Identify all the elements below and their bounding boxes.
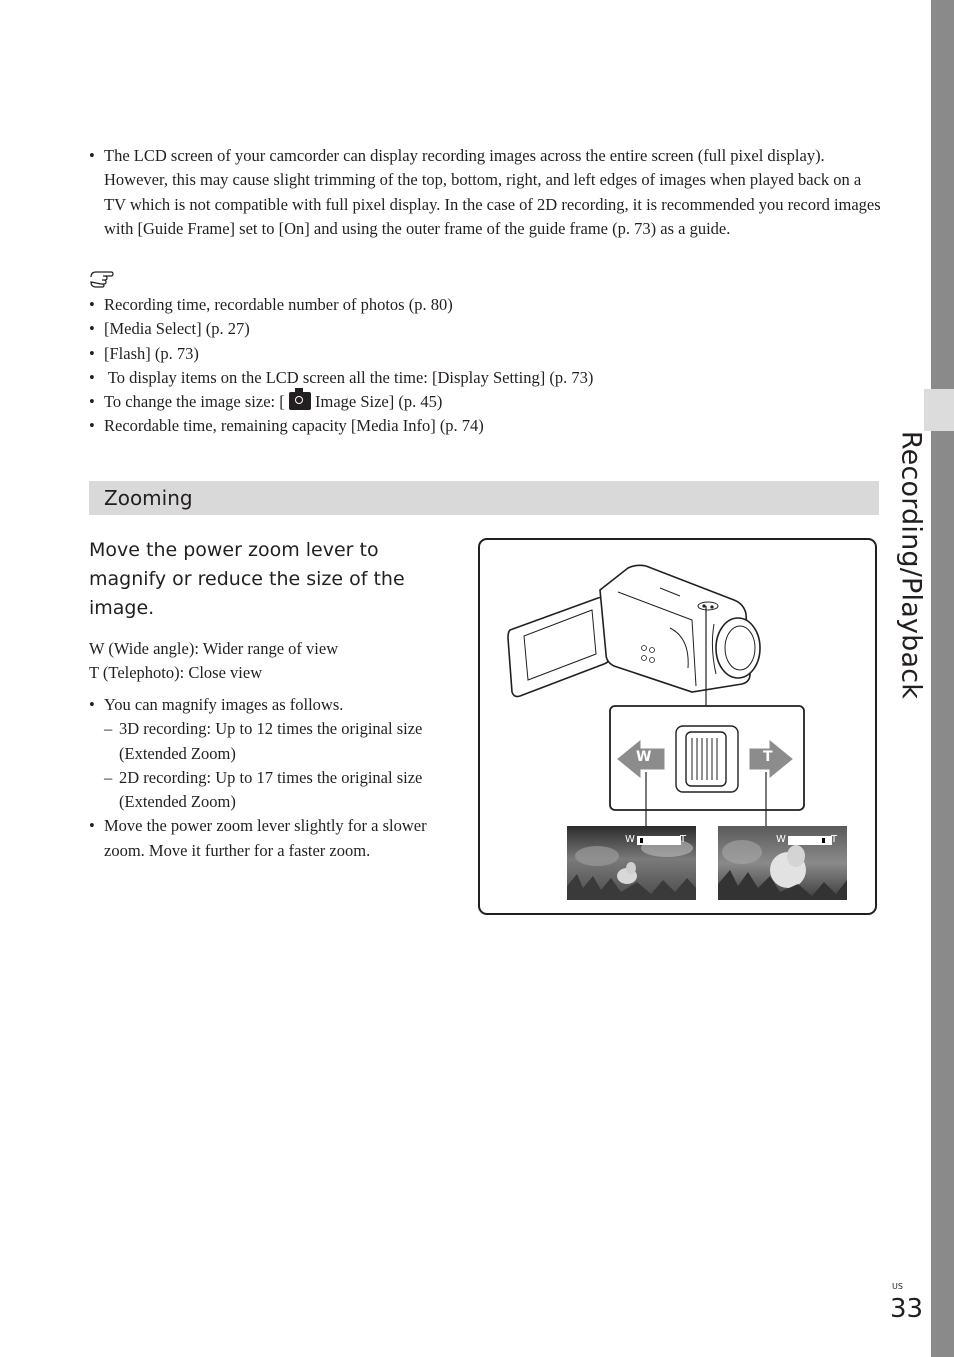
page-region: US [892,1282,903,1291]
camcorder-illustration [478,538,877,838]
step-heading: Move the power zoom lever to magnify or reduce the size of the image. [89,539,405,619]
section-banner [89,481,879,515]
tele-definition: T (Telephoto): Close view [89,663,263,683]
magnify-intro: • You can magnify images as follows. [104,695,344,714]
section-title: Zooming [104,486,193,510]
pointing-hand-icon [89,268,115,288]
zoom-note [89,693,461,814]
telephoto-preview [718,826,847,900]
reference-item-image-size: • To change the image size: [ Image Size] (p. 45) [89,390,884,414]
zoom-note: • Move the power zoom lever slightly for a slower zoom. Move it further for a faster zoom. [89,814,461,863]
page-number: 33 [890,1294,924,1324]
reference-item: • Recording time, recordable number of photos (p. 80) [89,293,884,317]
reference-list [89,293,884,439]
intro-note: • The LCD screen of your camcorder can display recording images across the entire screen (full pixel display). However, this may cause slight trimming of the top, bottom, right, and left edges of images when played back on a TV which is not compatible with full pixel display. In the case of 2D recording, it is recommended you record images with [Guide Frame] set to [On] and using the outer frame of the guide frame (p. 73) as a guide. [89,144,884,241]
t-arrow-label: T [763,749,773,765]
intro-notes [89,144,884,241]
magnify-3d: – 3D recording: Up to 12 times the original size (Extended Zoom) [104,719,423,763]
zoom-level-fill [822,838,825,843]
reference-item: • Recordable time, remaining capacity [Media Info] (p. 74) [89,414,884,438]
zoom-definitions [89,637,469,686]
zoom-level-fill [640,838,643,843]
w-arrow-label: W [636,749,652,765]
side-tab-label: Recording/Playback [895,430,927,700]
zoom-indicator-tele: W T [776,834,838,845]
wide-definition: W (Wide angle): Wider range of view [89,639,339,658]
side-tab-bar [931,0,954,1357]
reference-item: • [Flash] (p. 73) [89,342,884,366]
zoom-indicator-wide: W T [625,834,687,845]
reference-item: • To display items on the LCD screen all the time: [Display Setting] (p. 73) [89,366,884,390]
reference-item: • [Media Select] (p. 27) [89,317,884,341]
camera-icon [289,392,311,410]
wide-angle-preview [567,826,696,900]
magnify-2d: – 2D recording: Up to 17 times the original size (Extended Zoom) [104,767,423,812]
zoom-notes [89,693,461,863]
side-tab-marker [924,389,954,431]
